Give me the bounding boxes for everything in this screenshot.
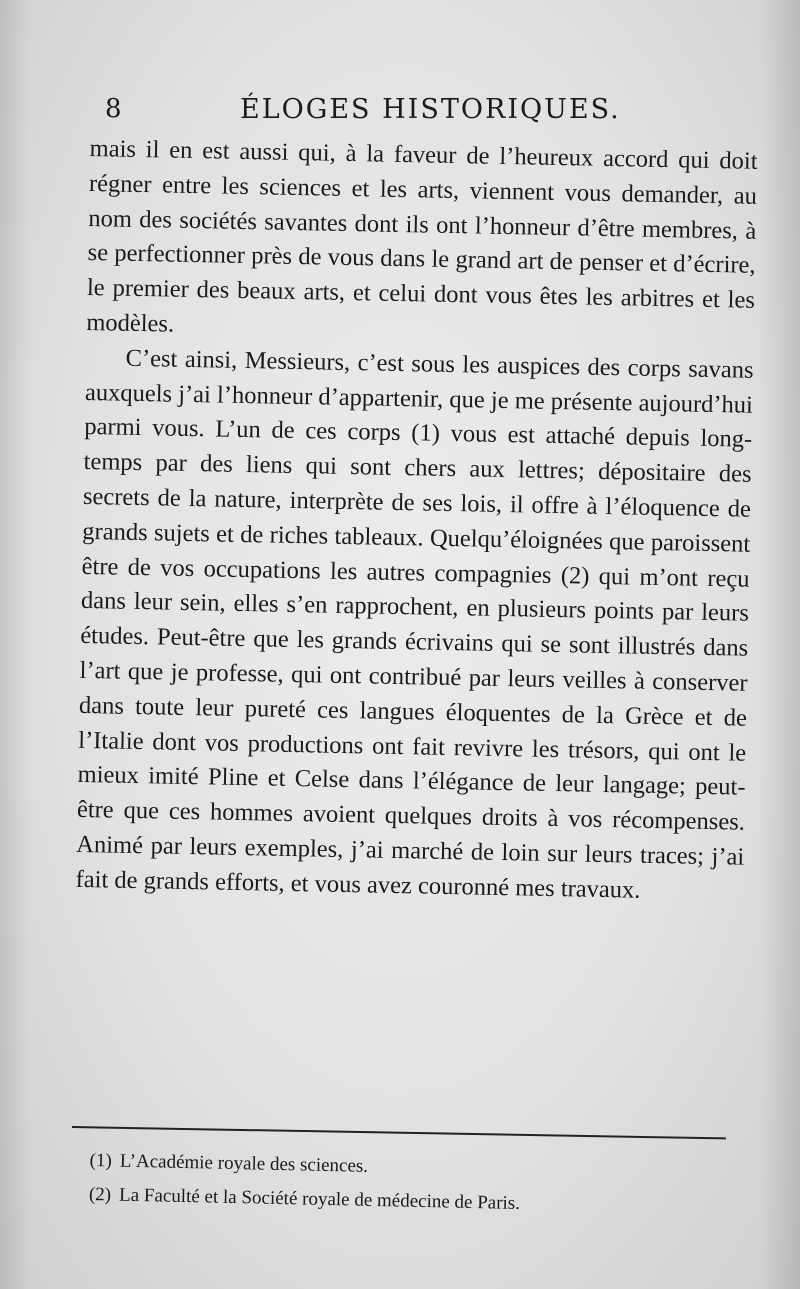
paragraph-main: C’est ainsi, Messieurs, c’est sous les auspices des corps savans auxquels j’ai l’honneur d’appartenir, que je me présente aujourd’hui parmi vous. L’un de ces corps (1) vous est attaché depuis long-temps par des liens qui sont chers aux lettres; dépositaire des secrets de la nature, interprète de ses lois, il offre à l’éloquence de grands sujets et de riches tableaux. Quelqu’éloignées que paroissent être de vos occupations les autres compagnies (2) qui m’ont reçu dans leur sein, elles s’en rapprochent, en plusieurs points par leurs études. Peut-être que les grands écrivains qui se sont illustrés dans l’art que je professe, qui ont contribué par leurs veilles à conserver dans toute leur pureté ces langues éloquentes de la Grèce et de l’Italie dont vos productions ont fait revivre les trésors, qui ont le mieux imité Pline et Celse dans l’élégance de leur langage; peut-être que ces hommes avoient quelques droits à vos récompenses. Animé par leurs exemples, j’ai marché de loin sur leurs traces; j’ai fait de grands efforts, et vous avez couronné mes travaux.	[75, 344, 754, 904]
footnote-marker: (2)	[88, 1183, 112, 1206]
page-header	[105, 92, 645, 132]
footnote-divider	[72, 1126, 726, 1139]
page-shadow-left	[0, 0, 30, 1289]
footnote-marker: (1)	[89, 1149, 113, 1172]
paragraph-continuation: mais il en est aussi qui, à la faveur de l’heureux accord qui doit régner entre les sciences et les arts, viennent vous demander, au nom des sociétés savantes dont ils ont l’honneur d’être membres, à se perfectionner près de vous dans le grand art de penser et d’écrire, le premier des beaux arts, et celui dont vous êtes les arbitres et les modèles.	[86, 134, 758, 338]
footnotes	[89, 1144, 690, 1225]
body-text	[75, 132, 758, 910]
page-number: 8	[105, 94, 122, 124]
running-title: ÉLOGES HISTORIQUES.	[240, 94, 621, 125]
footnote-text: L’Académie royale des sciences.	[119, 1150, 369, 1177]
footnote-text: La Faculté et la Société royale de médecine de Paris.	[118, 1184, 521, 1215]
page-shadow-right	[760, 0, 800, 1289]
